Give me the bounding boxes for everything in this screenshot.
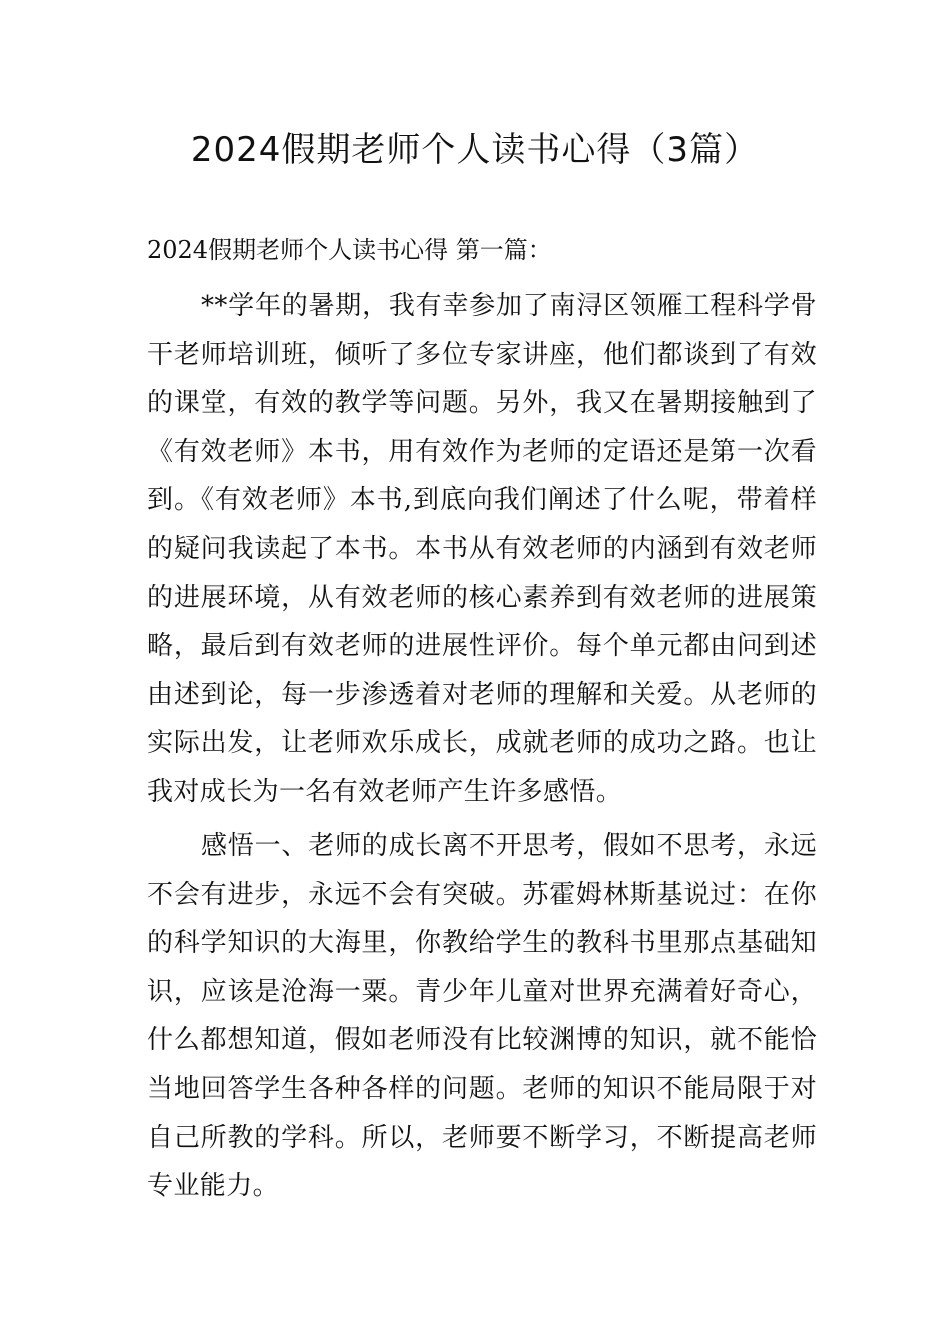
body-paragraph-2-container bbox=[147, 822, 817, 1211]
body-paragraph-2: 感悟一、老师的成长离不开思考，假如不思考，永远不会有进步，永远不会有突破。苏霍姆林斯基说过：在你的科学知识的大海里，你教给学生的教科书里那点基础知识，应该是沧海一粟。青少年儿童对世界充满着好奇心，什么都想知道，假如老师没有比较渊博的知识，就不能恰当地回答学生各种各样的问题。老师的知识不能局限于对自己所教的学科。所以，老师要不断学习，不断提高老师专业能力。 bbox=[147, 831, 817, 1202]
document-title: 2024假期老师个人读书心得（3篇） bbox=[190, 130, 760, 170]
body-paragraph-1-container bbox=[147, 282, 817, 817]
body-paragraph-1: **学年的暑期，我有幸参加了南浔区领雁工程科学骨干老师培训班，倾听了多位专家讲座，他们都谈到了有效的课堂，有效的教学等问题。另外，我又在暑期接触到了《有效老师》本书，用有效作为老师的定语还是第一次看到。《有效老师》本书,到底向我们阐述了什么呢，带着样的疑问我读起了本书。本书从有效老师的内涵到有效老师的进展环境，从有效老师的核心素养到有效老师的进展策略，最后到有效老师的进展性评价。每个单元都由问到述由述到论，每一步渗透着对老师的理解和关爱。从老师的实际出发，让老师欢乐成长，成就老师的成功之路。也让我对成长为一名有效老师产生许多感悟。 bbox=[147, 291, 817, 807]
section-heading: 2024假期老师个人读书心得 第一篇： bbox=[147, 236, 552, 264]
